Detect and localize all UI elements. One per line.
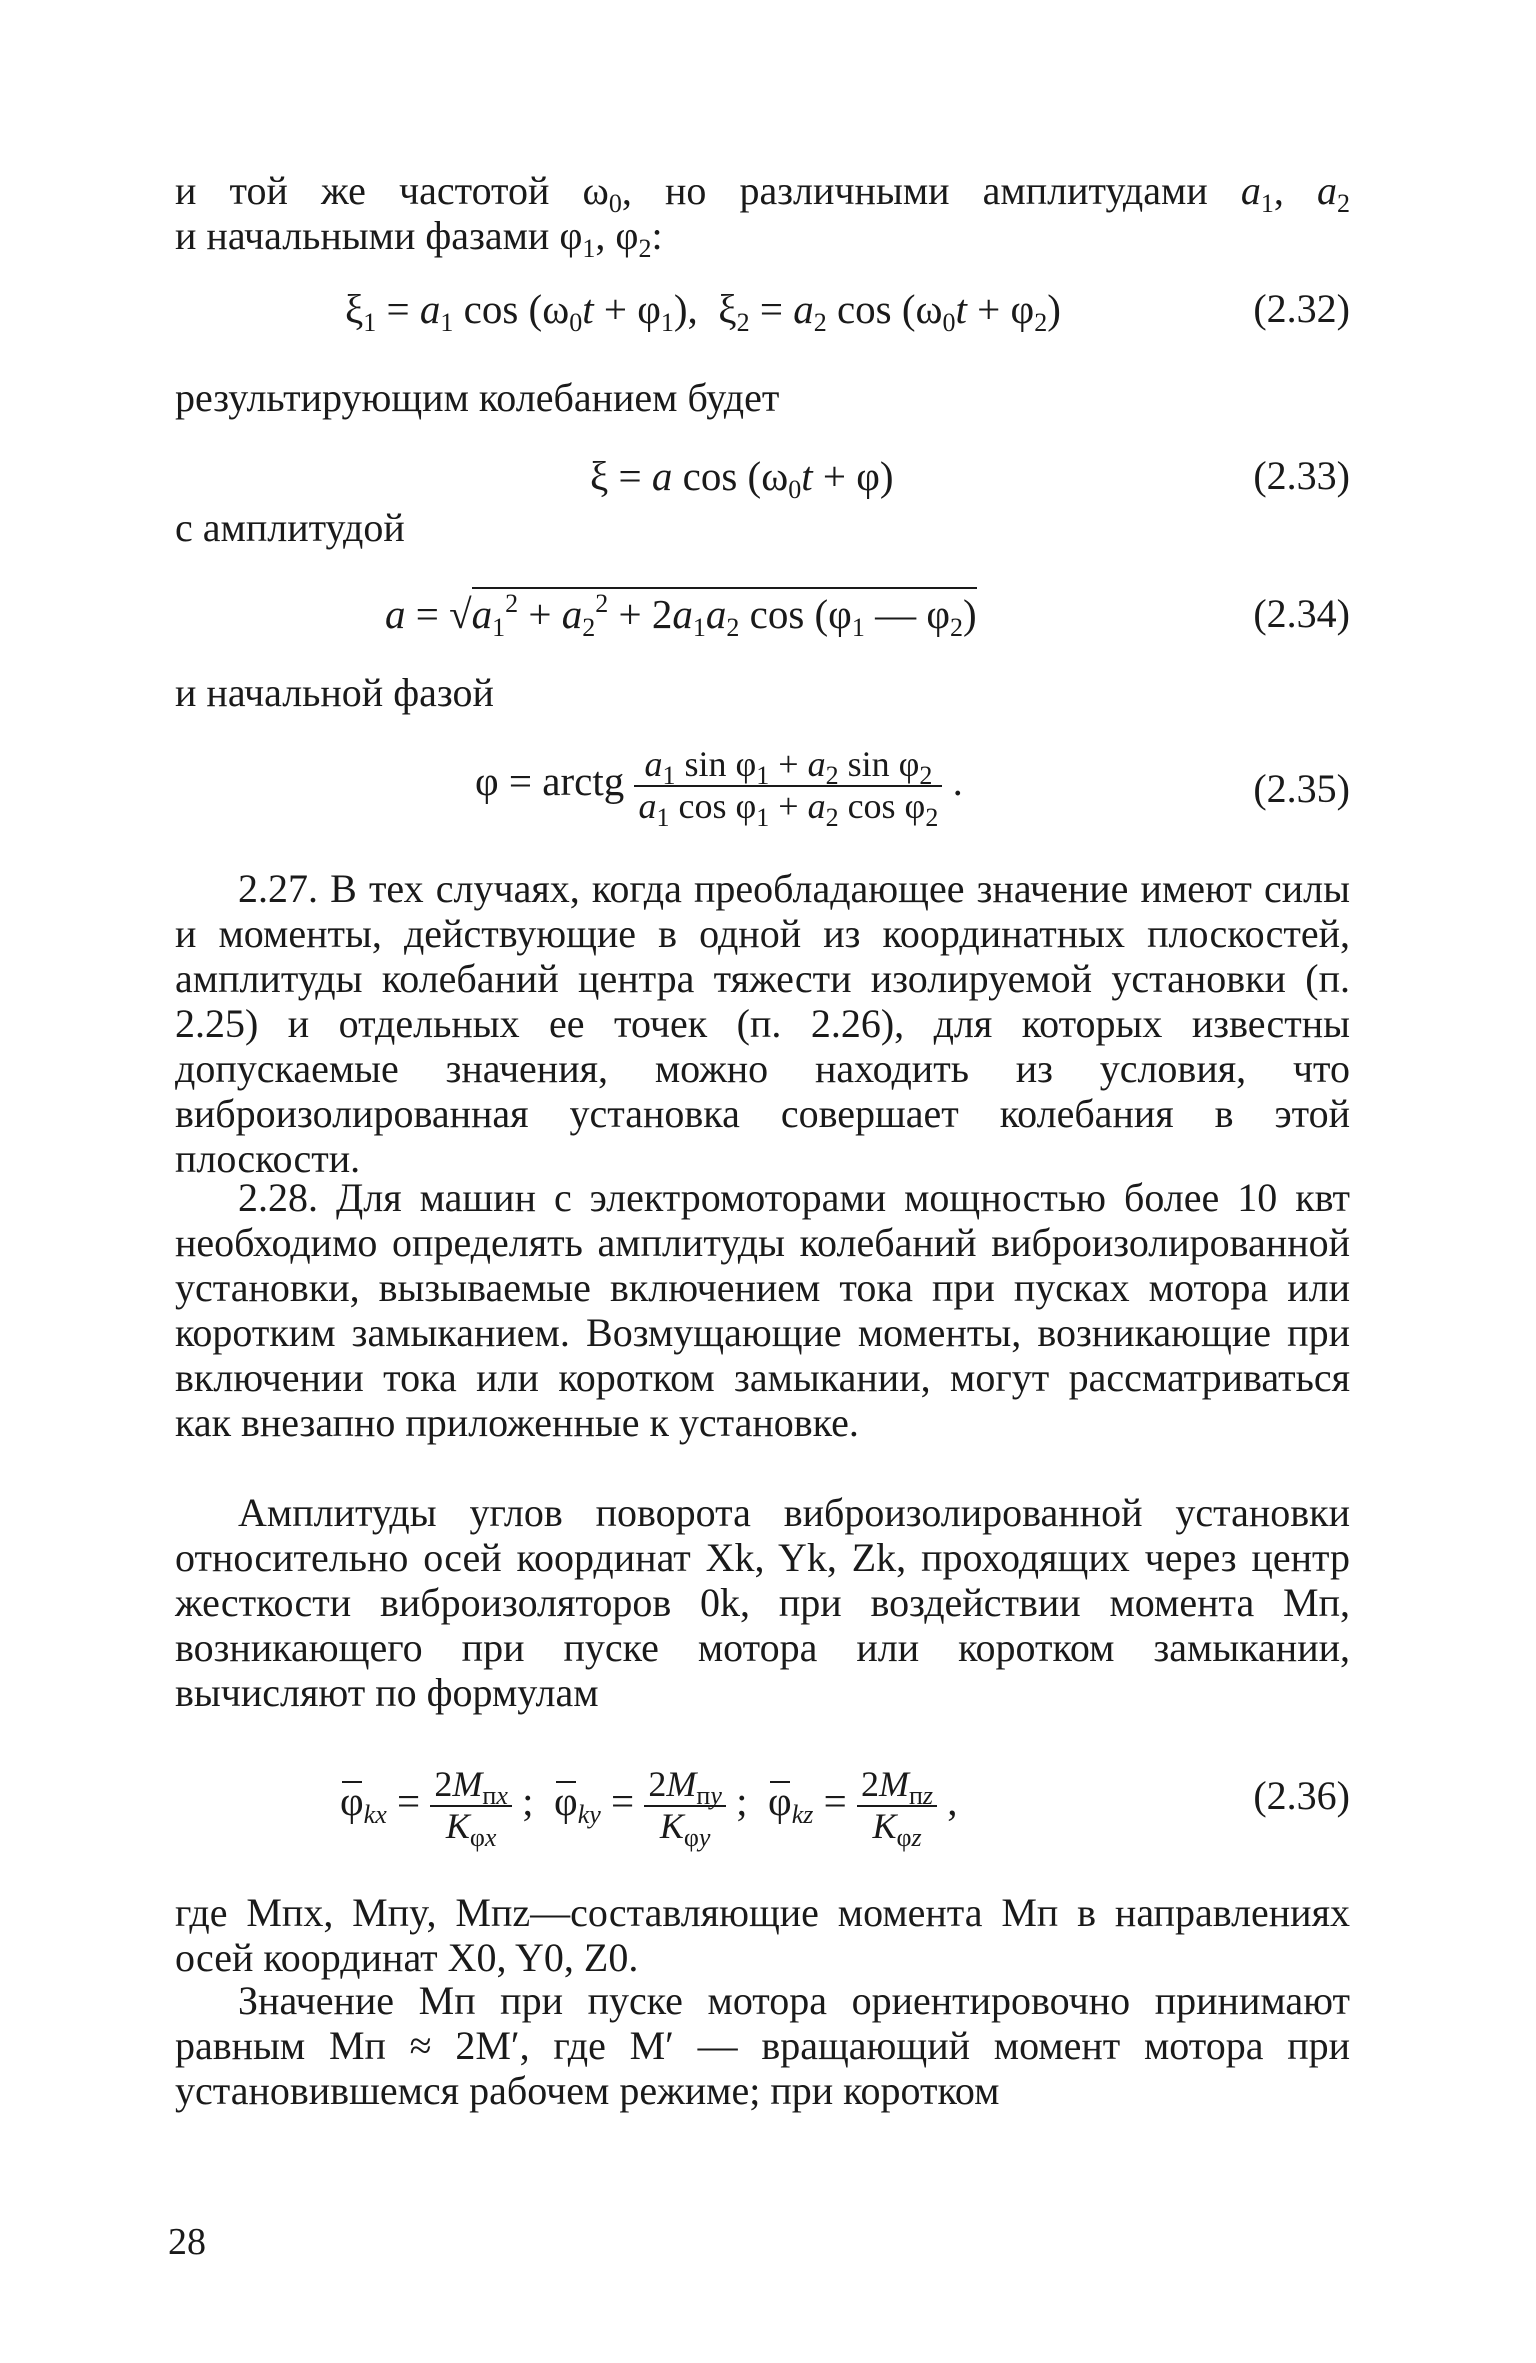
text-resulting: результирующим колебанием будет	[175, 375, 780, 420]
intro-text-line2: и начальными фазами $\varphi_1$, $\varphi_2$:	[175, 213, 663, 263]
equation-number-2-36: (2.36)	[1253, 1773, 1350, 1818]
equation-2-33: ξ = a $\cos (\omega_0t + \varphi)$	[590, 453, 894, 504]
equation-number-2-34: (2.34)	[1253, 591, 1350, 636]
equation-2-36: $\varphi_{kx}$ = $\frac{2M_{пx}}{K_{\varphi x}}$ ; $\varphi_{ky}$ = $\frac{2M_{пy}}{K_{\varphi y}}$ ; $\varphi_{kz}$ = $\frac{2M_{пz}}{K_{\varphi z}}$ ,	[340, 1764, 958, 1852]
equation-2-34: $a = √a_1^2 + a_2^2 + 2a_1a_2$ $\cos (\varphi_1$ — $\varphi_2$)	[385, 589, 977, 642]
paragraph-value: Значение Mп при пуске мотора ориентировочно принимают равным Mп ≈ 2M′, где M′ — вращающий момент мотора при установившемся рабочем режиме; при коротком	[175, 1978, 1350, 2113]
paragraph-amplitudes: Амплитуды углов поворота виброизолированной установки относительно осей координат Xk, Yk, Zk, проходящих через центр жесткости виброизоляторов 0k, при воздействии момента Mп, возникающего при пуске мотора или коротком замыкании, вычисляют по формулам	[175, 1490, 1350, 1715]
equation-number-2-33: (2.33)	[1253, 453, 1350, 498]
equation-number-2-32: (2.32)	[1253, 286, 1350, 331]
paragraph-2-27: 2.27. В тех случаях, когда преобладающее значение имеют силы и моменты, действующие в одной из координатных плоскостей, амплитуды колебаний центра тяжести изолируемой установки (п. 2.25) и отдельных ее точек (п. 2.26), для которых известны допускаемые значения, можно находить из условия, что виброизолированная установка совершает колебания в этой плоскости.	[175, 866, 1350, 1181]
fraction: $\frac{a_1 \sin \varphi_1 + a_2 \sin \varphi_2}{a_1 \cos \varphi_1 + a_2 \cos \varphi_2}$	[634, 745, 942, 826]
intro-text: и той же частотой $\omega_0$, но различными амплитудами $a_1$, $a_2$	[175, 168, 1351, 218]
equation-2-32: $\xi_1 = a_1$ $\cos (\omega_0t + \varphi_1)$, $\xi_2 = a_2$ $\cos (\omega_0t + \varphi_2)$	[345, 286, 1061, 337]
paragraph-2-28: 2.28. Для машин с электромоторами мощностью более 10 квт необходимо определять амплитуды колебаний виброизолированной установки, вызываемые включением тока при пусках мотора или коротким замыканием. Возмущающие моменты, возникающие при включении тока или коротком замыкании, могут рассматриваться как внезапно приложенные к установке.	[175, 1175, 1350, 1445]
text-phase: и начальной фазой	[175, 670, 494, 715]
text-amplitude: с амплитудой	[175, 505, 405, 550]
equation-2-35: φ = arctg $\frac{a_1 \sin \varphi_1 + a_2 \sin \varphi_2}{a_1 \cos \varphi_1 + a_2 \cos \varphi_2}$ .	[475, 744, 963, 832]
paragraph-where: где Mпx, Mпy, Mпz—составляющие момента Mп в направлениях осей координат X0, Y0, Z0.	[175, 1890, 1350, 1980]
page-number: 28	[168, 2221, 206, 2263]
equation-number-2-35: (2.35)	[1253, 766, 1350, 811]
